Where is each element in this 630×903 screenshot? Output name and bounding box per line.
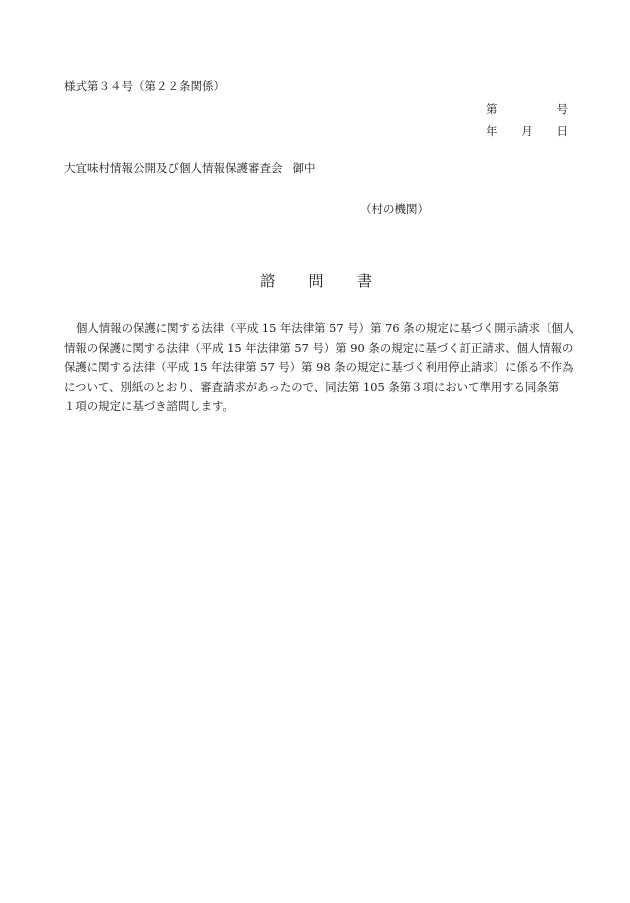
- date-year: 年: [486, 124, 498, 138]
- body-line-4: について、別紙のとおり、審査請求があったので、同法第 105 条第３項において準用する同条第: [64, 379, 560, 394]
- sender: （村の機関）: [360, 202, 429, 216]
- body-line-5: １項の規定に基づき諮問します。: [64, 399, 234, 413]
- addressee: [64, 160, 316, 176]
- document-number-prefix: 第: [486, 102, 498, 116]
- body-line-2: 情報の保護に関する法律（平成 15 年法律第 57 号）第 90 条の規定に基づく訂正請求、個人情報の: [64, 340, 574, 355]
- addressee-name: 大宜味村情報公開及び個人情報保護審査会: [64, 161, 283, 175]
- document-title: [260, 270, 372, 291]
- date-month: 月: [521, 124, 533, 138]
- document-date: [486, 123, 568, 139]
- addressee-honorific: 御中: [292, 161, 316, 175]
- document-number: [486, 101, 568, 117]
- body-text: [64, 319, 575, 417]
- body-line-1: 個人情報の保護に関する法律（平成 15 年法律第 57 号）第 76 条の規定に基づく開示請求〔個人: [76, 321, 575, 335]
- document-number-suffix: 号: [556, 102, 568, 116]
- title-char-2: 問: [308, 272, 324, 290]
- title-char-3: 書: [356, 272, 372, 290]
- title-char-1: 諮: [260, 272, 276, 290]
- form-number: 様式第３４号（第２２条関係）: [64, 79, 225, 93]
- date-day: 日: [556, 124, 568, 138]
- body-line-3: 保護に関する法律（平成 15 年法律第 57 号）第 98 条の規定に基づく利用停止請求〕に係る不作為: [64, 360, 574, 374]
